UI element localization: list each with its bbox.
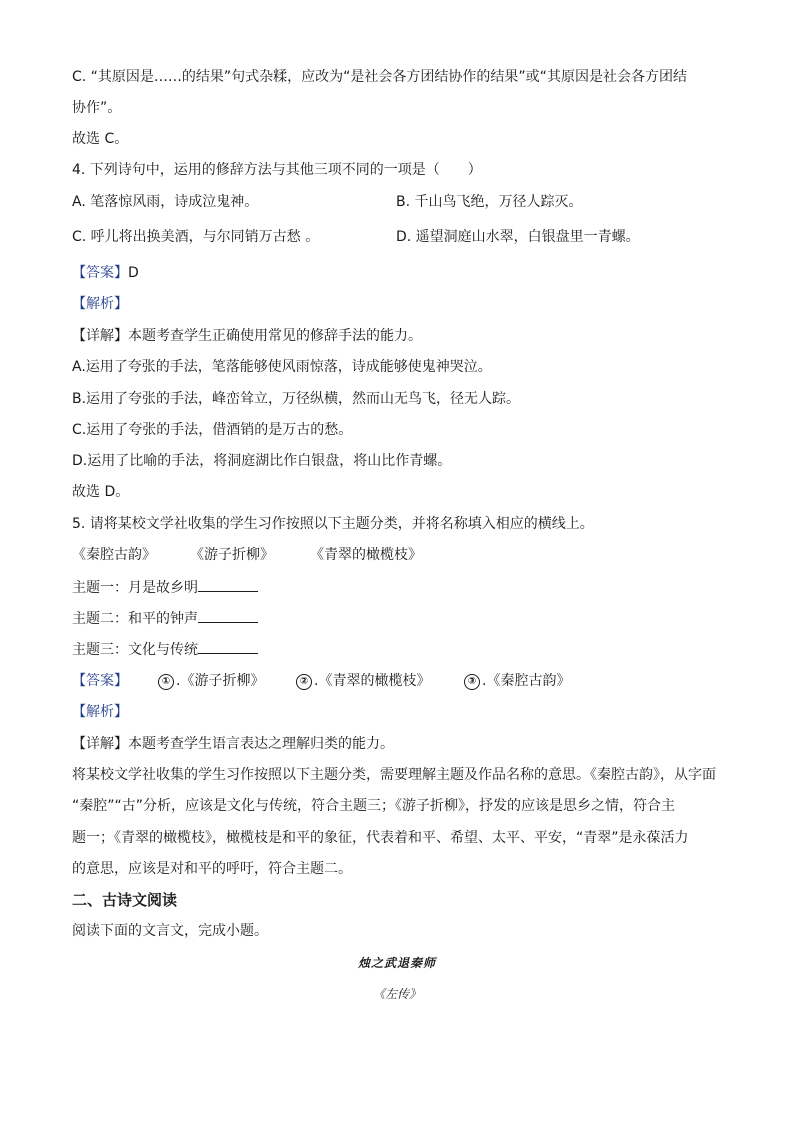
text-title: 烛之武退秦师	[357, 956, 436, 970]
q4-detail: 本题考查学生正确使用常见的修辞手法的能力。	[128, 328, 422, 344]
q5-answer-2	[296, 671, 430, 691]
answer-tag: 【答案】	[72, 265, 128, 281]
circled-number: ①	[158, 674, 174, 690]
q5-answer-1-text: .《游子折柳》	[176, 673, 265, 689]
q4-answer-line	[72, 263, 734, 283]
q5-theme-2-label: 主题二：和平的钟声	[72, 611, 198, 627]
circled-number: ③	[464, 674, 480, 690]
q5-work-1: 《秦腔古韵》	[72, 547, 156, 563]
analysis-tag: 【解析】	[72, 704, 128, 720]
question-4: 4. 下列诗句中，运用的修辞方法与其他三项不同的一项是（ ）	[72, 162, 482, 178]
q5-work-3: 《青翠的橄榄枝》	[310, 547, 422, 563]
q4-explain-a: A.运用了夸张的手法，笔落能够使风雨惊落，诗成能够使鬼神哭泣。	[72, 359, 492, 375]
q3-choose: 故选 C。	[72, 131, 129, 147]
q5-analysis-line	[72, 702, 734, 722]
q4-detail-line	[72, 326, 734, 346]
q3-option-c-explanation: C. “其原因是……的结果”句式杂糅，应改为“是社会各方团结协作的结果”或“其原因是社会各方团结	[72, 69, 687, 85]
q5-paragraph-2: “秦腔”“古”分析，应该是文化与传统，符合主题三；《游子折柳》，抒发的应该是思乡之情，符合主	[72, 798, 676, 814]
section-intro: 阅读下面的文言文，完成小题。	[72, 923, 268, 939]
q5-paragraph-1: 将某校文学社收集的学生习作按照以下主题分类，需要理解主题及作品名称的意思。《秦腔古韵》，从字面	[72, 767, 716, 783]
detail-tag: 【详解】	[72, 328, 128, 344]
q5-blank-3	[198, 639, 258, 654]
q4-option-a: A. 笔落惊风雨，诗成泣鬼神。	[72, 194, 259, 210]
circled-number: ②	[296, 674, 312, 690]
q5-work-2: 《游子折柳》	[190, 547, 274, 563]
q5-theme-1	[72, 577, 734, 598]
q3-option-c-explanation-cont: 协作”。	[72, 100, 122, 116]
q5-theme-1-label: 主题一：月是故乡明	[72, 580, 198, 596]
q5-blank-2	[198, 608, 258, 623]
text-source: 《左传》	[372, 987, 421, 1001]
q5-theme-2	[72, 608, 734, 629]
q4-choose: 故选 D。	[72, 484, 130, 500]
q5-detail: 本题考查学生语言表达之理解归类的能力。	[128, 736, 394, 752]
q5-theme-3-label: 主题三：文化与传统	[72, 642, 198, 658]
q5-answer-3-text: .《秦腔古韵》	[482, 673, 571, 689]
q5-answer-1	[158, 671, 264, 691]
q5-paragraph-3: 题一；《青翠的橄榄枝》，橄榄枝是和平的象征，代表着和平、希望、太平、平安，“青翠”是永葆活力	[72, 830, 689, 846]
q4-explain-c: C.运用了夸张的手法，借酒销的是万古的愁。	[72, 422, 353, 438]
q4-analysis-line	[72, 294, 734, 314]
answer-tag: 【答案】	[72, 673, 128, 689]
question-5: 5. 请将某校文学社收集的学生习作按照以下主题分类，并将名称填入相应的横线上。	[72, 516, 594, 532]
q4-explain-d: D.运用了比喻的手法，将洞庭湖比作白银盘，将山比作青螺。	[72, 453, 452, 469]
q5-blank-1	[198, 577, 258, 592]
q5-paragraph-4: 的意思，应该是对和平的呼吁，符合主题二。	[72, 861, 352, 877]
q4-answer: D	[128, 265, 139, 281]
q4-explain-b: B.运用了夸张的手法，峰峦耸立，万径纵横，然而山无鸟飞，径无人踪。	[72, 391, 521, 407]
q4-option-b: B. 千山鸟飞绝，万径人踪灭。	[396, 194, 583, 210]
analysis-tag: 【解析】	[72, 296, 128, 312]
detail-tag: 【详解】	[72, 736, 128, 752]
q4-option-c: C. 呼儿将出换美酒，与尔同销万古愁 。	[72, 229, 320, 245]
q5-answer-3	[464, 671, 570, 691]
q4-option-d: D. 遥望洞庭山水翠，白银盘里一青螺。	[396, 229, 640, 245]
q5-theme-3	[72, 639, 734, 660]
q5-answer-2-text: .《青翠的橄榄枝》	[314, 673, 431, 689]
section-heading: 二、古诗文阅读	[72, 891, 178, 909]
q5-detail-line	[72, 734, 734, 754]
